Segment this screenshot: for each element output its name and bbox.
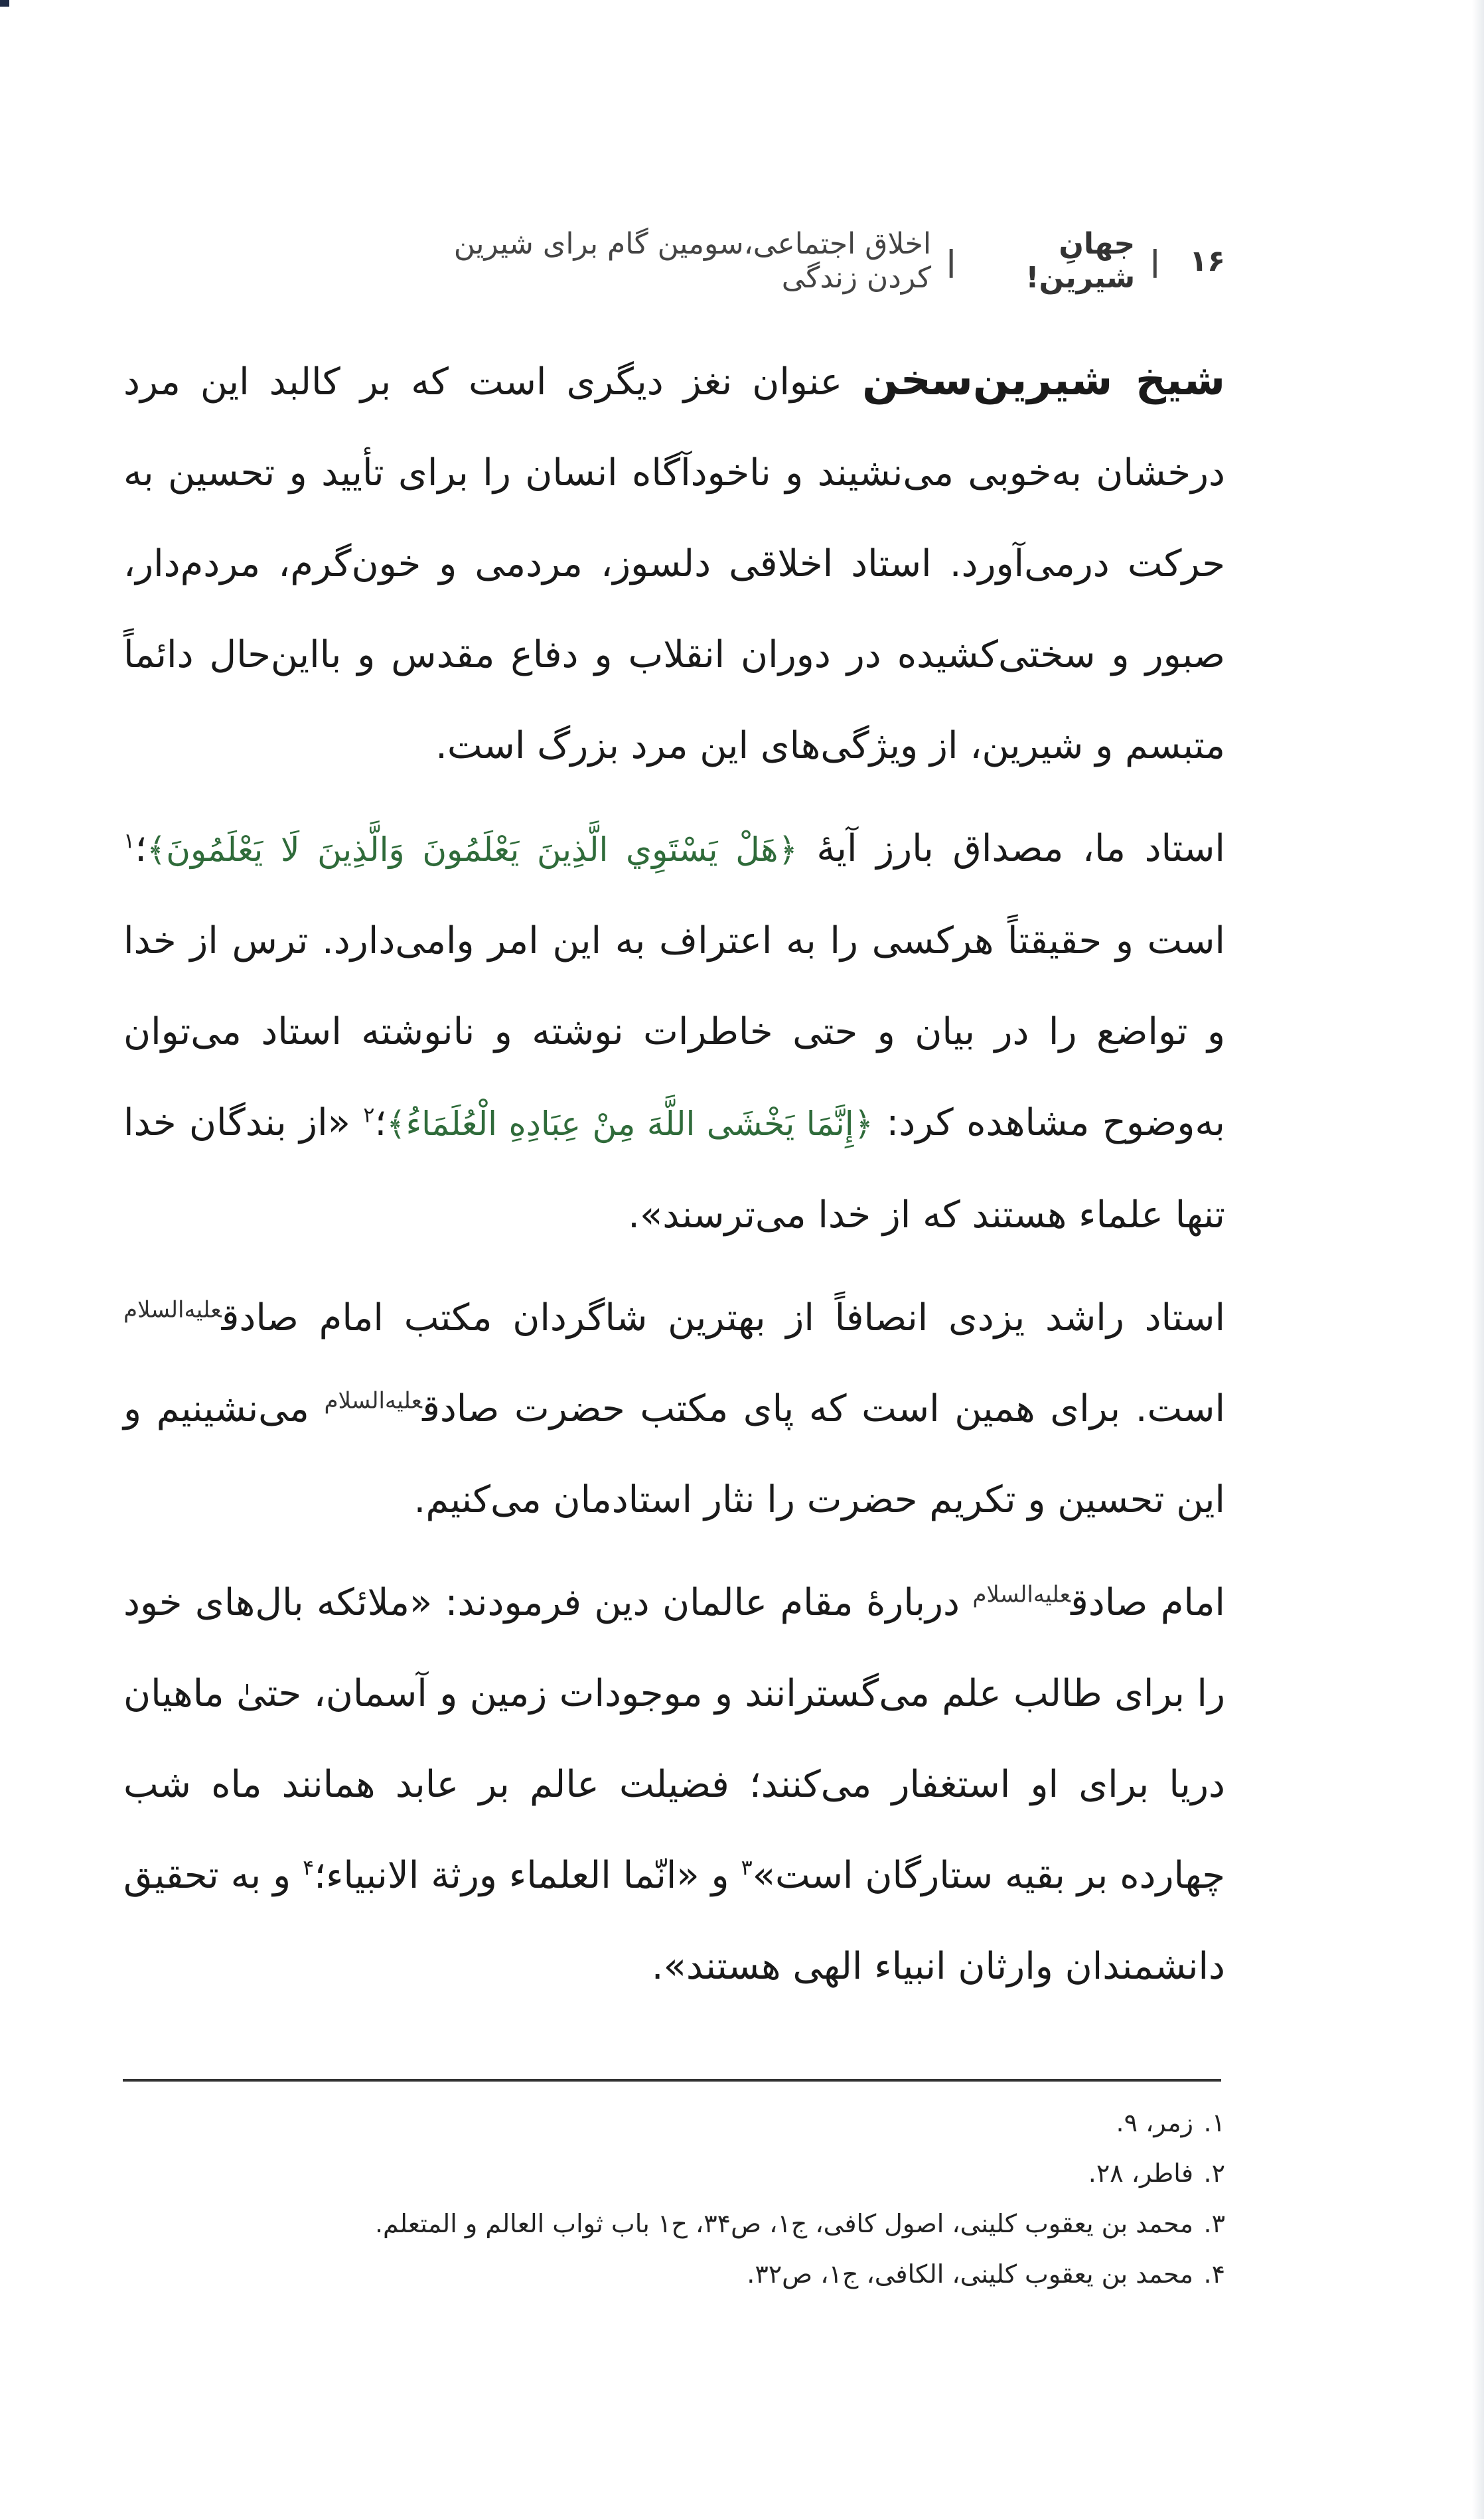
footnote-ref[interactable]: ۳ — [741, 1855, 753, 1880]
footnote-ref[interactable]: ۲ — [363, 1102, 375, 1128]
footnote-item — [123, 2249, 1225, 2299]
paragraph-text: دربارهٔ مقام عالمان دین فرمودند: «ملائکه بال‌های خود را برای طالب علم می‌گسترانند و موجودات زمین و آسمان، حتیٰ ماهیان دریا برای او استغفار می‌کنند؛ فضیلت عالم بر عابد همانند ماه شب چهارده بر بقیه ستارگان است» — [123, 1581, 1226, 1897]
quran-verse: ﴿إِنَّمَا يَخْشَى اللَّهَ مِنْ عِبَادِهِ الْعُلَمَاءُ﴾ — [386, 1105, 873, 1143]
paragraph-1 — [123, 335, 1225, 791]
honorific-sign: علیه‌السلام — [123, 1296, 222, 1324]
corner-mark — [0, 0, 9, 7]
footnote-ref[interactable]: ۱ — [123, 828, 135, 854]
body-text — [123, 335, 1225, 2024]
paragraph-3 — [123, 1272, 1225, 1545]
paragraph-text: استاد راشد یزدی انصافاً از بهترین شاگردان مکتب امام صادق — [221, 1296, 1225, 1339]
footnote-number: ۳. — [1203, 2209, 1225, 2238]
bold-term: شیخ شیرین‌سخن — [862, 356, 1226, 405]
book-title: جهانِ شیرین! — [1025, 227, 1136, 295]
page-edge-shadow — [1472, 0, 1484, 2519]
paragraph-2 — [123, 803, 1225, 1260]
footnotes — [123, 2098, 1225, 2299]
footnote-ref[interactable]: ۴ — [303, 1855, 315, 1880]
header-separator: | — [1150, 244, 1161, 278]
paragraph-text: است و حقیقتاً هرکسی را به اعتراف به این امر وامی‌دارد. ترس از خدا و تواضع را در بیان و حتی خاطرات نوشته و نانوشته استاد می‌توان به‌وضوح مشاهده کرد: — [123, 919, 1226, 1144]
page-number: ۱۶ — [1189, 244, 1225, 278]
footnote-text: محمد بن یعقوب کلینی، الکافی، ج۱، ص۳۲. — [747, 2259, 1193, 2289]
paragraph-text: است. برای همین است که پای مکتب حضرت صادق — [422, 1387, 1226, 1430]
footnote-item — [123, 2148, 1225, 2198]
footnote-divider — [123, 2079, 1221, 2082]
footnote-text: فاطر، ۲۸. — [1088, 2159, 1193, 2188]
honorific-sign: علیه‌السلام — [972, 1581, 1071, 1608]
running-header — [398, 227, 1225, 295]
paragraph-text: استاد ما، مصداق بارز آیهٔ — [797, 827, 1225, 870]
paragraph-text: امام صادق — [1070, 1581, 1225, 1624]
footnote-number: ۱. — [1203, 2108, 1225, 2137]
footnote-text: محمد بن یعقوب کلینی، اصول کافی، ج۱، ص۳۴، ح۱ باب ثواب العالم و المتعلم. — [374, 2209, 1193, 2238]
paragraph-text: می‌نشینیم و این تحسین و تکریم حضرت را نثار استادمان می‌کنیم. — [123, 1387, 1225, 1521]
footnote-item — [123, 2198, 1225, 2249]
footnote-number: ۲. — [1203, 2159, 1225, 2188]
paragraph-text: «از بندگان خدا تنها علماء هستند که از خدا می‌ترسند». — [123, 1101, 1225, 1237]
footnote-number: ۴. — [1203, 2259, 1225, 2289]
paragraph-text: و به تحقیق دانشمندان وارثان انبیاء الهی هستند». — [123, 1854, 1225, 1988]
footnote-item — [123, 2098, 1225, 2148]
quran-verse: ﴿هَلْ يَسْتَوِي الَّذِينَ يَعْلَمُونَ وَالَّذِينَ لَا يَعْلَمُونَ﴾ — [147, 830, 798, 869]
paragraph-4 — [123, 1557, 1225, 2012]
chapter-title: اخلاق اجتماعی،سومین گام برای شیرین کردن زندگی — [453, 227, 932, 295]
paragraph-text: عنوان نغز دیگری است که بر کالبد این مرد درخشان به‌خوبی می‌نشیند و ناخودآگاه انسان را برای تأیید و تحسین به حرکت درمی‌آورد. استاد اخلاقی دلسوز، مردمی و خون‌گرم، مردم‌دار، صبور و سختی‌کشیده در دوران انقلاب و دفاع مقدس و بااین‌حال دائماً متبسم و شیرین، از ویژگی‌های این مرد بزرگ است. — [123, 360, 1225, 767]
honorific-sign: علیه‌السلام — [324, 1387, 423, 1414]
header-separator-2: | — [946, 244, 957, 278]
punctuation: ؛ — [374, 1101, 387, 1144]
paragraph-text: و «انّما العلماء ورثة الانبیاء؛ — [314, 1854, 741, 1897]
punctuation: ؛ — [135, 827, 147, 870]
footnote-text: زمر، ۹. — [1116, 2108, 1193, 2137]
